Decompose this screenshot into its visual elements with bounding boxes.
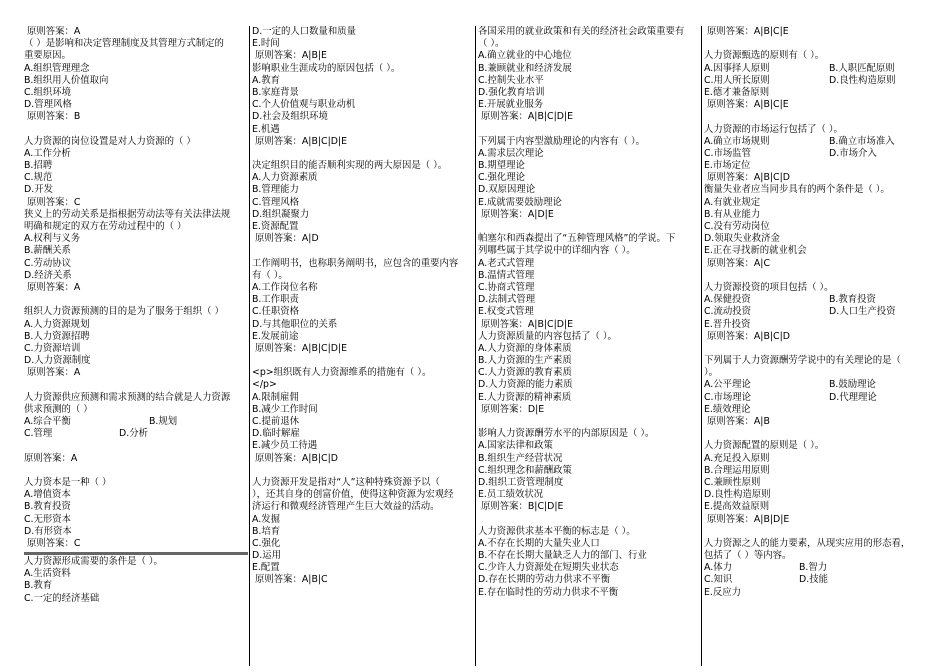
option-line: B.组织生产经营状况 [478, 452, 563, 464]
answer-line: 原则答案：C [27, 196, 81, 208]
option-line: B.不存在长期大量缺乏人力的部门、行业 [478, 550, 647, 562]
option-line: C.市场监管 [704, 147, 752, 159]
answer-line: 原则答案：A|B|C|E [707, 26, 789, 37]
option-line: A.人力资源规划 [24, 318, 90, 330]
option-row [704, 379, 926, 391]
question-line: </p> [252, 379, 277, 391]
answer-line: 原则答案：C [27, 537, 81, 549]
option-line: B.确立市场准入 [829, 135, 895, 147]
option-line: C.管理风格 [252, 196, 300, 208]
option-line: A.体力 [704, 562, 732, 574]
question-line: （ ）是影响和决定管理制度及其管理方式制定的 [24, 38, 224, 50]
option-line: A.公平理论 [704, 379, 751, 391]
option-line: C.组织理念和薪酬政策 [478, 464, 572, 476]
option-line: B.鼓励理论 [829, 379, 876, 391]
option-line: A.生活资料 [24, 568, 71, 580]
answer-line: 原则答案：A [27, 367, 81, 379]
option-line: E.绩效理论 [704, 403, 751, 415]
option-line: C.无形资本 [24, 513, 72, 525]
answer-line: 原则答案：A|B|C|D|E [481, 318, 574, 330]
option-line: E.配置 [252, 562, 280, 574]
question-line: 组织人力资源预测的目的是为了服务于组织（ ） [24, 306, 224, 318]
option-row [704, 136, 926, 148]
answer-line: 原则答案：D|E [481, 403, 545, 415]
option-row [704, 294, 926, 306]
question-line: 人力资源配置的原则是（ ）。 [704, 440, 825, 452]
spacer [704, 111, 926, 123]
answer-line: 原则答案：A|B|C [255, 574, 328, 586]
question-line: 人力资源开发是指对“人”这种特殊资源予以（ [252, 476, 440, 488]
question-line: 包括了（ ）等内容。 [704, 550, 792, 562]
question-line: （ ）。 [478, 38, 505, 50]
column-divider [249, 26, 250, 666]
option-line: A.确立就业的中心地位 [478, 50, 572, 62]
question-line: 各国采用的就业政策和有关的经济社会政策重要有 [478, 26, 685, 37]
spacer [24, 294, 248, 306]
question-line: 济运行和微观经济管理产生巨大效益的活动。 [252, 501, 440, 513]
option-line: A.确立市场规则 [704, 135, 770, 147]
question-line: 人力资源的岗位设置是对人力资源的（ ） [24, 135, 196, 147]
answer-line: 原则答案：A [27, 26, 81, 37]
question-line: 帕塞尔和西森提出了“五种管理风格”的学说。下 [478, 233, 676, 245]
question-line: 人力资源供求基本平衡的标志是（ ）。 [478, 525, 636, 537]
option-line: A.综合平衡 [24, 416, 71, 427]
option-line: E.正在寻找新的就业机会 [704, 245, 807, 257]
option-line: A.需求层次理论 [478, 147, 544, 159]
option-line: C.个人价值观与职业动机 [252, 99, 356, 111]
option-line: B.兼顾就业和经济发展 [478, 62, 572, 74]
answer-line: 原则答案：A [24, 452, 78, 464]
option-line: A.老式式管理 [478, 257, 535, 269]
question-line: 供求预测的（ ） [24, 403, 93, 415]
spacer [24, 465, 248, 477]
option-line: A.增值资本 [24, 489, 71, 501]
option-line: D.良性构造原则 [704, 489, 771, 501]
option-line: E.提高效益原则 [704, 501, 770, 513]
option-line: D.组织凝聚力 [252, 208, 310, 220]
option-line: D.管理风格 [24, 99, 72, 111]
option-line: A.国家法律和政策 [478, 440, 553, 452]
option-line: B.合理运用原则 [704, 464, 770, 476]
question-line: 人力资源的市场运行包括了（ ）。 [704, 123, 843, 135]
option-line: B.组织用人价值取向 [24, 74, 109, 86]
question-line: 影响人力资源酬劳水平的内部原因是（ ）。 [478, 428, 655, 440]
answer-line: 原则答案：A|C [707, 257, 770, 269]
spacer [478, 514, 702, 526]
option-line: D.临时解雇 [252, 428, 300, 440]
option-line: D.人力资源的能力素质 [478, 379, 573, 391]
option-line: B.教育投资 [829, 294, 876, 306]
question-line: 影响职业生涯成功的原因包括（ ）。 [252, 62, 401, 74]
option-line: B.规划 [149, 416, 178, 427]
question-line: 衡量失业者应当同步具有的两个条件是（ ）。 [704, 184, 890, 196]
option-line: C.人力资源的教育素质 [478, 367, 572, 379]
question-line: 工作阐明书，也称职务阐明书，应包含的重要内容 [252, 257, 459, 269]
option-row [24, 428, 248, 440]
question-line: 人力资本是一种（ ） [24, 476, 112, 488]
option-line: D.有形资本 [24, 525, 72, 537]
spacer [24, 440, 248, 452]
answer-line: 原则答案：A|B|E [255, 50, 327, 62]
answer-line: 原则答案：A|B|C|D|E [481, 111, 574, 123]
option-line: A.充足投入原则 [704, 452, 770, 464]
question-line: 狭义上的劳动关系是指根据劳动法等有关法律法规 [24, 208, 231, 220]
option-line: B.招聘 [24, 160, 53, 172]
question-line: 人力资源供应预测和需求预测的结合就是人力资源 [24, 391, 231, 403]
option-row [704, 392, 926, 404]
option-line: A.工作岗位名称 [252, 281, 318, 293]
column-4 [704, 26, 926, 666]
question-line: 人力资源形成需要的条件是（ ）。 [24, 556, 163, 568]
answer-line: 原则答案：A [27, 281, 81, 293]
option-line: D.技能 [799, 574, 828, 586]
option-line: C.控制失业水平 [478, 74, 544, 86]
option-row [704, 148, 926, 160]
option-line: C.市场理论 [704, 391, 752, 403]
option-line: D.强化教育培训 [478, 86, 545, 98]
option-row [704, 574, 926, 586]
option-line: B.管理能力 [252, 184, 299, 196]
option-line: B.工作职责 [252, 294, 299, 306]
option-line: C.协商式管理 [478, 281, 535, 293]
question-line: 列哪些属于其学说中的详细内容（ ）。 [478, 245, 636, 257]
answer-line: 原则答案：A|B|C|D|E [255, 342, 348, 354]
option-line: C.劳动协议 [24, 257, 72, 269]
column-1 [24, 26, 248, 666]
option-line: A.限制雇佣 [252, 391, 299, 403]
column-2 [252, 26, 474, 666]
option-line: B.人力资源的生产素质 [478, 355, 572, 367]
option-line: E.晋升投资 [704, 318, 751, 330]
option-row [704, 306, 926, 318]
option-line: A.教育 [252, 74, 280, 86]
column-3 [478, 26, 702, 666]
option-line: C.强化理论 [478, 172, 526, 184]
option-line: D.良性构造原则 [829, 74, 896, 86]
option-line: E.时间 [252, 38, 280, 50]
question-line: 有（ ）。 [252, 269, 288, 281]
option-line: E.发展前途 [252, 330, 299, 342]
option-line: D.代理理论 [829, 391, 877, 403]
option-line: A.有就业规定 [704, 196, 761, 208]
answer-line: 原则答案：A|B|C|D|E [255, 135, 348, 147]
option-line: D.运用 [252, 550, 281, 562]
option-line: B.智力 [799, 562, 828, 574]
option-line: D.一定的人口数量和质量 [252, 26, 356, 37]
option-row [24, 416, 248, 428]
option-line: A.权利与义务 [24, 233, 81, 245]
option-line: C.没有劳动岗位 [704, 221, 770, 232]
option-line: D.组织工资管理制度 [478, 476, 564, 488]
option-line: E.减少员工待遇 [252, 440, 318, 452]
question-line: 人力资源质量的内容包括了（ ）。 [478, 330, 617, 342]
option-line: B.期望理论 [478, 160, 525, 172]
question-line: 人力资源甄选的原则有（ ）。 [704, 50, 825, 62]
option-line: B.有从业能力 [704, 208, 761, 220]
answer-line: 原则答案：A|B|C|D [707, 172, 790, 184]
option-line: C.任职资格 [252, 306, 300, 318]
spacer [24, 379, 248, 391]
spacer [252, 148, 474, 160]
question-line: 人力资源之人的能力要素，从现实应用的形态看， [704, 537, 911, 549]
option-line: A.人力资源的身体素质 [478, 342, 572, 354]
option-line: A.工作分析 [24, 147, 71, 159]
option-line: C.用人所长原则 [704, 74, 770, 86]
option-line: C.流动投资 [704, 306, 752, 318]
option-line: E.资源配置 [252, 221, 299, 232]
spacer [704, 270, 926, 282]
option-line: A.组织管理理念 [24, 62, 90, 74]
option-line: C.管理 [24, 428, 53, 440]
option-line: B.教育 [24, 580, 53, 592]
option-line: B.教育投资 [24, 501, 71, 513]
option-line: E.机遇 [252, 123, 280, 135]
option-line: D.社会及组织环境 [252, 111, 328, 123]
option-line: D.人力资源制度 [24, 355, 91, 367]
option-line: B.培育 [252, 525, 281, 537]
answer-line: 原则答案：A|D [255, 233, 319, 245]
question-line: 决定组织目的能否顺利实现的两大原因是（ ）。 [252, 160, 448, 172]
answer-line: 原则答案：B [27, 111, 81, 123]
spacer [252, 465, 474, 477]
question-line: 明确和规定的双方在劳动过程中的（ ） [24, 221, 187, 232]
question-line: 重要原因。 [24, 50, 71, 62]
option-line: B.人职匹配原则 [829, 62, 895, 74]
option-line: E.员工绩效状况 [478, 489, 544, 501]
option-line: E.开展就业服务 [478, 99, 544, 111]
spacer [704, 343, 926, 355]
option-line: D.经济关系 [24, 269, 72, 281]
option-line: E.市场定位 [704, 160, 751, 172]
option-line: C.知识 [704, 574, 733, 586]
option-line: E.人力资源的精神素质 [478, 391, 572, 403]
answer-line: 原则答案：A|D|E [481, 208, 554, 220]
option-line: D.领取失业救济金 [704, 233, 780, 245]
question-line: 人力资源投资的项目包括（ ）。 [704, 281, 834, 293]
spacer [704, 526, 926, 538]
spacer [252, 245, 474, 257]
answer-line: 原则答案：A|B|C|E [707, 99, 789, 111]
question-line: ），还其自身的创富价值，使得这种资源为宏观经 [252, 489, 454, 501]
option-line: C.强化 [252, 537, 281, 549]
spacer [478, 124, 702, 136]
option-line: A.保健投资 [704, 294, 751, 306]
spacer [704, 428, 926, 440]
spacer [252, 355, 474, 367]
option-line: B.家庭背景 [252, 86, 299, 98]
option-line: B.人力资源招聘 [24, 330, 90, 342]
option-line: E.德才兼备原则 [704, 86, 770, 98]
option-line: A.人力资源素质 [252, 172, 318, 184]
option-line: E.成就需要鼓励理论 [478, 196, 562, 208]
question-line: 下列属于人力资源酬劳学说中的有关理论的是（ [704, 355, 901, 367]
option-line: D.分析 [119, 428, 148, 440]
option-line: D.开发 [24, 184, 53, 196]
option-line: C.少许人力资源处在短期失业状态 [478, 562, 619, 574]
option-line: D.人口生产投资 [829, 306, 896, 318]
spacer [24, 124, 248, 136]
answer-line: 原则答案：A|B|C|D [707, 330, 790, 342]
question-line: ）。 [704, 367, 719, 379]
section-divider [24, 552, 248, 555]
option-row [704, 63, 926, 75]
answer-line: 原则答案：A|B|C|D [255, 452, 338, 464]
option-line: D.市场介入 [829, 147, 877, 159]
option-line: C.力资源培训 [24, 342, 81, 354]
option-line: B.温情式管理 [478, 269, 535, 281]
option-line: D.双原因理论 [478, 184, 536, 196]
spacer [704, 38, 926, 50]
question-line: 下列属于内容型激励理论的内容有（ ）。 [478, 135, 646, 147]
option-line: C.规范 [24, 172, 53, 184]
option-row [704, 75, 926, 87]
column-divider [475, 26, 476, 666]
option-line: A.不存在长期的大量失业人口 [478, 537, 600, 549]
option-line: D.存在长期的劳动力供求不平衡 [478, 574, 611, 586]
answer-line: 原则答案：A|B|D|E [707, 513, 790, 525]
option-line: C.兼顾性原则 [704, 476, 761, 488]
option-line: E.权变式管理 [478, 306, 534, 318]
option-line: D.与其他职位的关系 [252, 318, 338, 330]
option-line: D.法制式管理 [478, 294, 536, 306]
option-row [704, 562, 926, 574]
option-line: A.发掘 [252, 513, 280, 525]
option-line: B.减少工作时间 [252, 403, 318, 415]
question-line: <p>组织既有人力资源维系的措施有（ ）。 [252, 367, 432, 379]
option-line: C.组织环境 [24, 86, 72, 98]
answer-line: 原则答案：B|C|D|E [481, 501, 564, 513]
answer-line: 原则答案：A|B [707, 416, 770, 427]
option-line: A.因事择人原则 [704, 62, 770, 74]
option-line: E.反应力 [704, 586, 742, 598]
spacer [478, 416, 702, 428]
option-line: C.一定的经济基础 [24, 592, 100, 604]
option-line: B.薪酬关系 [24, 245, 71, 257]
option-line: E.存在临时性的劳动力供求不平衡 [478, 586, 619, 598]
option-line: C.提前退休 [252, 416, 300, 427]
spacer [478, 221, 702, 233]
